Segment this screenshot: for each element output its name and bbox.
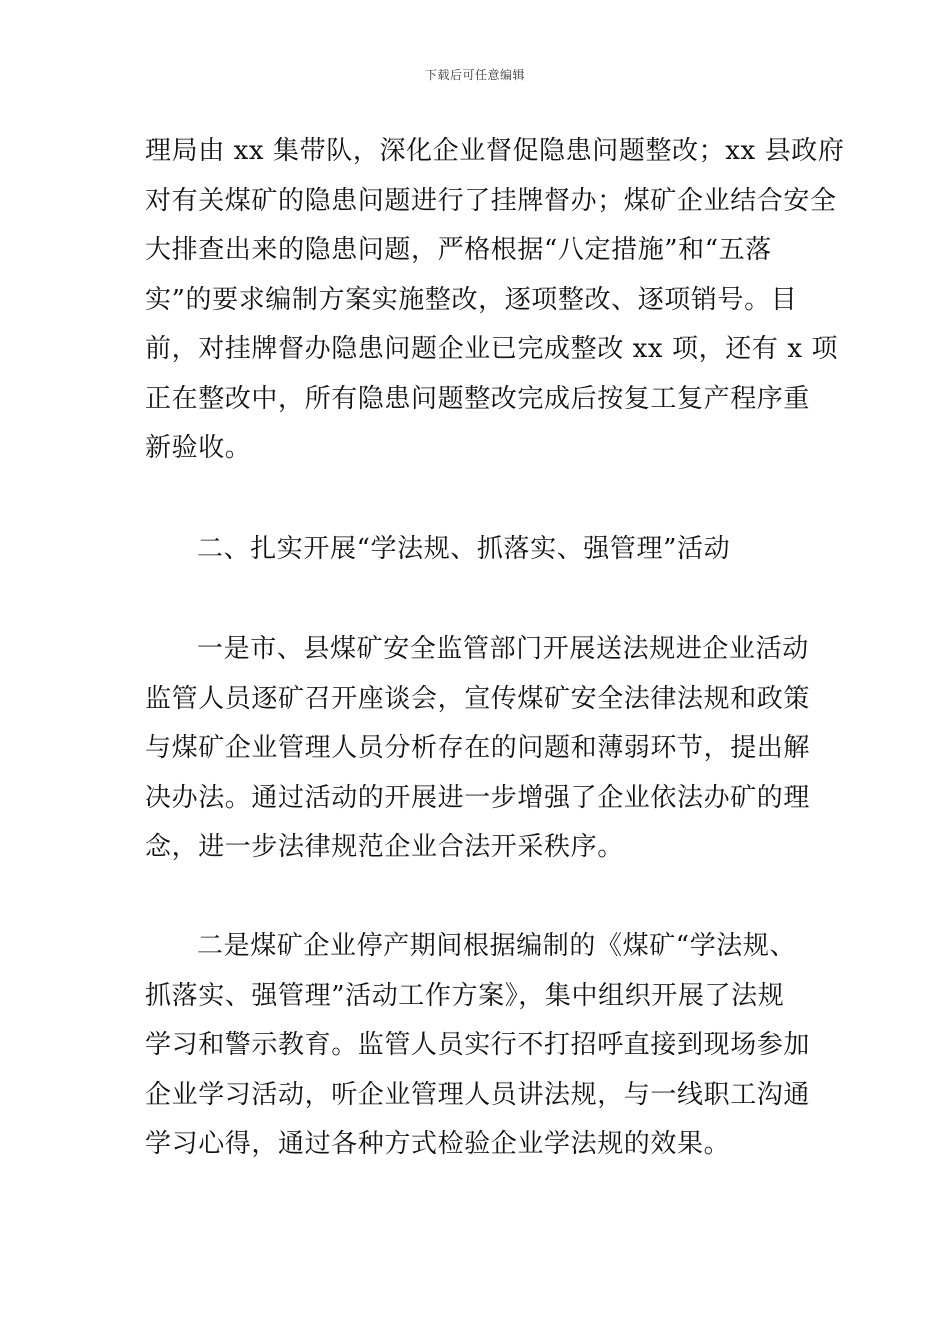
paragraph-line: 新验收。: [145, 433, 252, 463]
paragraph-line: 对有关煤矿的隐患问题进行了挂牌督办；煤矿企业结合安全: [145, 185, 837, 216]
paragraph-line: 二是煤矿企业停产期间根据编制的《煤矿“学法规、: [197, 931, 797, 961]
paragraph-line: 念，进一步法律规范企业合法开采秩序。: [145, 832, 624, 862]
paragraph-first-point: [145, 625, 811, 873]
section-heading-text: 二、扎实开展“学法规、抓落实、强管理”活动: [197, 534, 731, 564]
paragraph-continuation: [145, 127, 845, 474]
paragraph-line: 理局由 xx 集带队，深化企业督促隐患问题整改；xx 县政府: [145, 136, 845, 166]
paragraph-line: 正在整改中，所有隐患问题整改完成后按复工复产程序重: [145, 383, 811, 414]
paragraph-line: 实”的要求编制方案实施整改，逐项整改、逐项销号。目: [145, 284, 798, 315]
paragraph-line: 与煤矿企业管理人员分析存在的问题和薄弱环节，提出解: [145, 733, 811, 763]
paragraph-line: 一是市、县煤矿安全监管部门开展送法规进企业活动: [197, 634, 809, 664]
paragraph-line: 监管人员逐矿召开座谈会，宣传煤矿安全法律法规和政策: [145, 683, 811, 714]
section-heading: [145, 525, 807, 575]
paragraph-line: 企业学习活动，听企业管理人员讲法规，与一线职工沟通: [145, 1079, 811, 1110]
page-header: 下载后可任意编辑: [424, 68, 525, 82]
paragraph-line: 决办法。通过活动的开展进一步增强了企业依法办矿的理: [145, 782, 811, 813]
paragraph-line: 学习和警示教育。监管人员实行不打招呼直接到现场参加: [145, 1030, 811, 1060]
paragraph-line: 抓落实、强管理”活动工作方案》，集中组织开展了法规: [145, 980, 785, 1011]
paragraph-line: 学习心得，通过各种方式检验企业学法规的效果。: [145, 1129, 731, 1159]
paragraph-line: 大排查出来的隐患问题，严格根据“八定措施”和“五落: [145, 235, 772, 265]
paragraph-second-point: [145, 922, 811, 1170]
paragraph-line: 前，对挂牌督办隐患问题企业已完成整改 xx 项，还有 x 项: [145, 334, 839, 364]
